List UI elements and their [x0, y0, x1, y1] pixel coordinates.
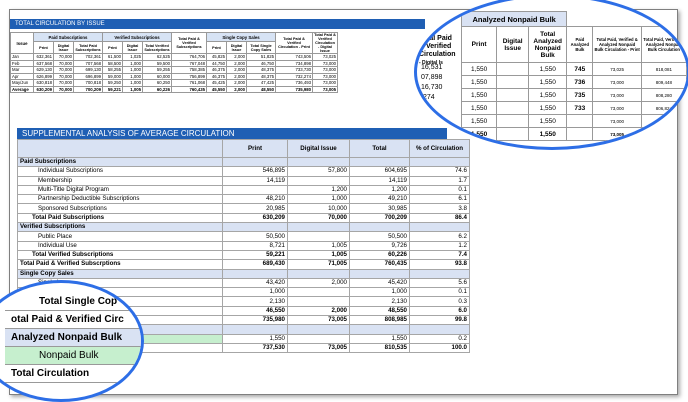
col-header: Total Single Copy Sales: [247, 42, 276, 54]
table-cell: 1,000: [123, 60, 143, 67]
table-cell: 756,899: [172, 73, 207, 80]
row-value: [288, 269, 350, 278]
row-value: 1,000: [223, 288, 288, 297]
table-cell: 73,000: [313, 80, 338, 87]
row-value: 43,420: [223, 278, 288, 287]
table-cell: 70,000: [54, 80, 74, 87]
table-cell: 46,750: [247, 60, 276, 67]
row-value: [288, 325, 350, 334]
zoom-cell: 73,025: [593, 63, 641, 76]
zoom-cell: 733: [567, 102, 593, 115]
row-value: 14,119: [223, 176, 288, 185]
row-value: 808,985: [350, 316, 410, 325]
col-header: Total Paid & Verified Circulation - Digital Issue: [314, 33, 336, 53]
row-value: 59,221: [223, 250, 288, 259]
zoom-cell: 1,550: [462, 128, 497, 141]
table-cell: 707,568: [74, 60, 103, 67]
table-cell: 45,550: [207, 86, 227, 93]
row-value: 6.1: [410, 195, 470, 204]
table-cell: 70,000: [54, 54, 74, 61]
row-value: [288, 334, 350, 343]
supplemental-row: [18, 185, 470, 194]
zoom-left-value: 16,531: [421, 64, 443, 71]
col-header: Digital Issue: [227, 42, 247, 54]
row-value: 48,210: [223, 195, 288, 204]
zoom-left-values: [421, 63, 442, 123]
row-value: [350, 269, 410, 278]
supplemental-row: [18, 232, 470, 241]
row-value: [410, 223, 470, 232]
row-value: 45,420: [350, 278, 410, 287]
supplemental-row: [18, 241, 470, 250]
row-value: [288, 158, 350, 167]
col-header: Issue: [11, 33, 34, 54]
row-value: [288, 288, 350, 297]
zoom-row: [462, 115, 687, 128]
table-cell: 44,750: [207, 60, 227, 67]
table-cell: 700,818: [74, 80, 103, 87]
row-value: 10,000: [288, 204, 350, 213]
col-header: Paid Analyzed Bulk: [567, 27, 593, 63]
table-cell: 2,000: [227, 86, 247, 93]
zoom-cell: [497, 115, 529, 128]
col-header: Total: [350, 140, 410, 158]
row-value: 735,980: [223, 316, 288, 325]
row-value: [288, 223, 350, 232]
table-cell: 767,048: [172, 60, 207, 67]
table-cell: 48,550: [247, 86, 276, 93]
col-header: Digital Issue: [123, 42, 143, 54]
row-value: 57,800: [288, 167, 350, 176]
supplemental-row: [18, 195, 470, 204]
supplemental-row: [18, 223, 470, 232]
table-cell: May/Jun: [11, 80, 34, 87]
zoom-label-nonpaid-bulk: Nonpaid Bulk: [5, 347, 144, 365]
zoom-row: [462, 102, 687, 115]
col-header: Print: [103, 42, 123, 54]
table-cell: 630,818: [34, 80, 54, 87]
row-value: 0.1: [410, 288, 470, 297]
supplemental-row: [18, 213, 470, 222]
row-label: Single Copy Sales: [18, 269, 223, 278]
table-cell: Average: [11, 86, 34, 93]
row-label: Total Paid & Verified Subscrptions: [18, 260, 223, 269]
col-header: Total Verified Subscriptions: [144, 43, 170, 52]
table-cell: 73,025: [313, 54, 338, 61]
row-value: 5.6: [410, 278, 470, 287]
zoom-cell: [497, 102, 529, 115]
row-label: Individual Subscriptions: [18, 167, 223, 176]
table-cell: 743,506: [276, 54, 313, 61]
table-cell: 70,000: [54, 86, 74, 93]
row-value: 2,130: [350, 297, 410, 306]
row-value: 737,530: [223, 343, 288, 352]
table-cell: 70,000: [54, 60, 74, 67]
table-cell: 59,000: [103, 73, 123, 80]
row-value: [288, 232, 350, 241]
row-value: 689,430: [223, 260, 288, 269]
row-label: Verified Subscriptions: [18, 223, 223, 232]
zoom-label-total-paid-verified: otal Paid & Verified Circ: [5, 311, 144, 329]
table-cell: 61,500: [103, 54, 123, 61]
row-value: 1,000: [288, 195, 350, 204]
zoom-row-labels: [5, 293, 144, 383]
supplemental-row: [18, 250, 470, 259]
table-cell: 735,980: [276, 86, 313, 93]
table-cell: 632,361: [34, 54, 54, 61]
top-table-title: TOTAL CIRCULATION BY ISSUE: [10, 19, 425, 29]
zoom-row: [462, 76, 687, 89]
group-header: Analyzed Nonpaid Bulk: [462, 12, 567, 27]
table-cell: Jan: [11, 54, 34, 61]
table-cell: 1,005: [123, 86, 143, 93]
zoom-cell: 1,550: [529, 89, 567, 102]
row-value: 99.8: [410, 316, 470, 325]
table-cell: 73,005: [313, 86, 338, 93]
row-value: 2,000: [288, 306, 350, 315]
row-value: 1,550: [350, 334, 410, 343]
group-header: Verified Subscriptions: [103, 33, 172, 42]
supplemental-row: [18, 176, 470, 185]
zoom-row: [462, 89, 687, 102]
row-label: Sponsored Subscriptions: [18, 204, 223, 213]
table-cell: 761,068: [172, 80, 207, 87]
table-cell: 70,000: [54, 73, 74, 80]
table-cell: 629,130: [34, 67, 54, 74]
table-cell: 45,825: [207, 54, 227, 61]
table-cell: 62,525: [143, 54, 172, 61]
row-value: 604,695: [350, 167, 410, 176]
table-cell: 2,000: [227, 80, 247, 87]
row-value: 73,005: [288, 343, 350, 352]
table-cell: 46,375: [207, 73, 227, 80]
table-cell: 46,375: [207, 67, 227, 74]
row-label: Total Paid Subscriptions: [18, 213, 223, 222]
row-label: Membership: [18, 176, 223, 185]
table-cell: 58,255: [103, 67, 123, 74]
row-value: 8,721: [223, 241, 288, 250]
row-value: 546,895: [223, 167, 288, 176]
table-cell: 696,899: [74, 73, 103, 80]
row-value: 760,435: [350, 260, 410, 269]
col-header: Print: [223, 140, 288, 158]
row-value: [223, 158, 288, 167]
table-cell: 732,274: [276, 73, 313, 80]
zoom-label-total-single-copy: Total Single Cop: [5, 293, 144, 311]
zoom-left-value: 07,898: [421, 74, 443, 81]
zoom-cell: 806,824: [641, 102, 686, 115]
row-label: Multi-Title Digital Program: [18, 185, 223, 194]
table-cell: 58,500: [103, 60, 123, 67]
row-value: 73,005: [288, 316, 350, 325]
zoom-partial-header: Total Paid & Verified Circulation - Digital Is: [419, 35, 456, 66]
zoom-label-analyzed-nonpaid: Analyzed Nonpaid Bulk: [5, 329, 144, 347]
row-label: Paid Subscriptions: [18, 158, 223, 167]
zoom-cell: 1,550: [462, 115, 497, 128]
table-cell: 51,825: [247, 54, 276, 61]
row-value: 1.7: [410, 176, 470, 185]
row-value: [350, 325, 410, 334]
table-cell: Apr: [11, 73, 34, 80]
row-value: [410, 325, 470, 334]
table-cell: 736,493: [276, 80, 313, 87]
zoom-cell: [497, 128, 529, 141]
table-cell: 1,025: [123, 54, 143, 61]
row-value: 50,500: [223, 232, 288, 241]
zoom-cell: 736: [567, 76, 593, 89]
col-header: Total Paid & Verified Subscriptions: [172, 33, 207, 54]
row-label: Public Place: [18, 232, 223, 241]
col-header: Digital Issue: [497, 27, 529, 63]
row-value: 71,005: [288, 260, 350, 269]
row-value: 2,130: [223, 297, 288, 306]
table-cell: 60,226: [143, 86, 172, 93]
table-cell: 630,209: [34, 86, 54, 93]
table-cell: 45,425: [207, 80, 227, 87]
zoom-cell: [567, 128, 593, 141]
col-header: Print: [207, 42, 227, 54]
zoom-cell: 810,043: [641, 115, 686, 128]
table-cell: 758,385: [172, 67, 207, 74]
zoom-cell: 1,550: [462, 102, 497, 115]
table-cell: 1,000: [123, 80, 143, 87]
row-value: 14,119: [350, 176, 410, 185]
row-value: [350, 158, 410, 167]
zoom-cell: 1,550: [462, 89, 497, 102]
zoom-left-value: [421, 113, 442, 123]
table-cell: 59,500: [143, 60, 172, 67]
col-header: Total Analyzed Nonpaid Bulk: [529, 27, 567, 63]
zoom-row: [462, 63, 687, 76]
zoom-cell: 1,550: [462, 63, 497, 76]
row-value: 0.2: [410, 334, 470, 343]
table-cell: 700,209: [74, 86, 103, 93]
supplemental-row: [18, 204, 470, 213]
table-cell: 2,000: [227, 67, 247, 74]
table-cell: 59,221: [103, 86, 123, 93]
col-header: Total Paid & Verified Circulation - Print: [276, 33, 313, 54]
row-value: 93.8: [410, 260, 470, 269]
row-label: Individual Use: [18, 241, 223, 250]
zoom-cell: [497, 63, 529, 76]
zoom-row: [462, 128, 687, 141]
zoom-left-value: 16,730: [421, 84, 443, 91]
zoom-cell: 73,000: [593, 76, 641, 89]
table-cell: 73,000: [313, 60, 338, 67]
row-value: 2,000: [288, 278, 350, 287]
table-cell: 760,435: [172, 86, 207, 93]
zoom-cell: 810,535: [641, 128, 686, 141]
table-cell: Feb: [11, 60, 34, 67]
zoom-cell: [497, 76, 529, 89]
zoom-cell: 73,000: [593, 115, 641, 128]
zoom-label-total-circulation: Total Circulation: [5, 365, 144, 383]
row-value: 46,550: [223, 306, 288, 315]
row-value: [410, 269, 470, 278]
zoom-cell: [567, 115, 593, 128]
zoom-cell: 808,280: [641, 89, 686, 102]
row-value: 1,200: [350, 185, 410, 194]
row-value: 1,550: [223, 334, 288, 343]
table-cell: 48,375: [247, 73, 276, 80]
table-cell: 59,250: [103, 80, 123, 87]
row-value: [223, 269, 288, 278]
zoom-cell: 809,448: [641, 76, 686, 89]
zoom-cell: 818,081: [641, 63, 686, 76]
row-value: [410, 158, 470, 167]
supplemental-row: [18, 158, 470, 167]
table-cell: 764,706: [172, 54, 207, 61]
row-value: 74.6: [410, 167, 470, 176]
table-cell: 734,898: [276, 60, 313, 67]
supplemental-row: [18, 269, 470, 278]
table-cell: 2,000: [227, 60, 247, 67]
table-cell: 1,000: [123, 67, 143, 74]
zoom-cell: 73,000: [593, 102, 641, 115]
table-cell: 626,899: [34, 73, 54, 80]
row-value: 630,209: [223, 213, 288, 222]
table-cell: 2,000: [227, 54, 247, 61]
row-value: 6.2: [410, 232, 470, 241]
table-cell: 48,375: [247, 67, 276, 74]
zoom-cell: 1,550: [462, 76, 497, 89]
col-header: Digital Issue: [288, 140, 350, 158]
table-cell: 73,000: [313, 67, 338, 74]
col-header: Total Paid Subscriptions: [75, 43, 101, 52]
zoom-left-value: [421, 103, 442, 113]
row-value: 70,000: [288, 213, 350, 222]
row-value: [288, 176, 350, 185]
row-value: 1,005: [288, 241, 350, 250]
table-cell: 59,255: [143, 67, 172, 74]
row-value: 48,550: [350, 306, 410, 315]
zoom-cell: 745: [567, 63, 593, 76]
table-cell: Mar: [11, 67, 34, 74]
row-value: 7.4: [410, 250, 470, 259]
table-cell: 70,000: [54, 67, 74, 74]
row-value: 1,000: [350, 288, 410, 297]
row-value: 1.2: [410, 241, 470, 250]
row-value: 60,226: [350, 250, 410, 259]
table-cell: 702,361: [74, 54, 103, 61]
zoom-cell: 1,550: [529, 76, 567, 89]
table-cell: 637,568: [34, 60, 54, 67]
row-value: 0.3: [410, 297, 470, 306]
row-value: 6.0: [410, 306, 470, 315]
group-header: Single Copy Sales: [207, 33, 276, 42]
table-cell: 733,730: [276, 67, 313, 74]
row-value: 9,726: [350, 241, 410, 250]
col-header: % of Circulation: [410, 140, 470, 158]
row-value: 3.8: [410, 204, 470, 213]
zoom-cell: 1,550: [529, 102, 567, 115]
row-value: 86.4: [410, 213, 470, 222]
row-value: 50,500: [350, 232, 410, 241]
group-header: Paid Subscriptions: [34, 33, 103, 42]
zoom-analyzed-nonpaid-table: [461, 11, 687, 141]
table-cell: 1,000: [123, 73, 143, 80]
row-label: Total Verified Subscriptions: [18, 250, 223, 259]
zoom-cell: 73,000: [593, 89, 641, 102]
magnifier-top-right: [414, 0, 688, 150]
row-value: 49,210: [350, 195, 410, 204]
col-header: Print: [34, 42, 54, 54]
row-value: 700,209: [350, 213, 410, 222]
col-header: Digital Issue: [54, 42, 74, 54]
supplemental-title: SUPPLEMENTAL ANALYSIS OF AVERAGE CIRCULATION: [17, 128, 447, 139]
row-value: [223, 185, 288, 194]
row-value: [350, 223, 410, 232]
table-cell: 47,425: [247, 80, 276, 87]
col-header: [18, 140, 223, 158]
row-label: Partnership Deductible Subscriptions: [18, 195, 223, 204]
table-cell: 2,000: [227, 73, 247, 80]
col-header: Print: [462, 27, 497, 63]
row-value: 1,200: [288, 185, 350, 194]
row-value: [288, 297, 350, 306]
row-value: 30,985: [350, 204, 410, 213]
col-header: Total Paid, Verified & Analyzed Nonpaid Bulk Circulation: [641, 27, 686, 63]
row-value: 810,535: [350, 343, 410, 352]
circulation-by-issue-table: [10, 32, 338, 93]
row-value: [223, 325, 288, 334]
zoom-cell: 735: [567, 89, 593, 102]
zoom-cell: 1,550: [529, 115, 567, 128]
row-value: [223, 223, 288, 232]
row-value: 1,005: [288, 250, 350, 259]
row-value: 100.0: [410, 343, 470, 352]
table-cell: 60,000: [143, 73, 172, 80]
zoom-cell: 1,550: [529, 128, 567, 141]
row-value: 0.1: [410, 185, 470, 194]
table-cell: 60,250: [143, 80, 172, 87]
table-cell: 73,000: [313, 73, 338, 80]
table-cell: 699,130: [74, 67, 103, 74]
zoom-cell: 73,005: [593, 128, 641, 141]
row-value: 20,985: [223, 204, 288, 213]
supplemental-row: [18, 167, 470, 176]
average-row: [11, 86, 338, 93]
supplemental-row: [18, 260, 470, 269]
zoom-cell: 1,550: [529, 63, 567, 76]
col-header: Total Paid, Verified & Analyzed Nonpaid Bulk Circulation - Print: [593, 27, 641, 63]
zoom-left-value: ,274: [421, 94, 435, 101]
zoom-cell: [497, 89, 529, 102]
